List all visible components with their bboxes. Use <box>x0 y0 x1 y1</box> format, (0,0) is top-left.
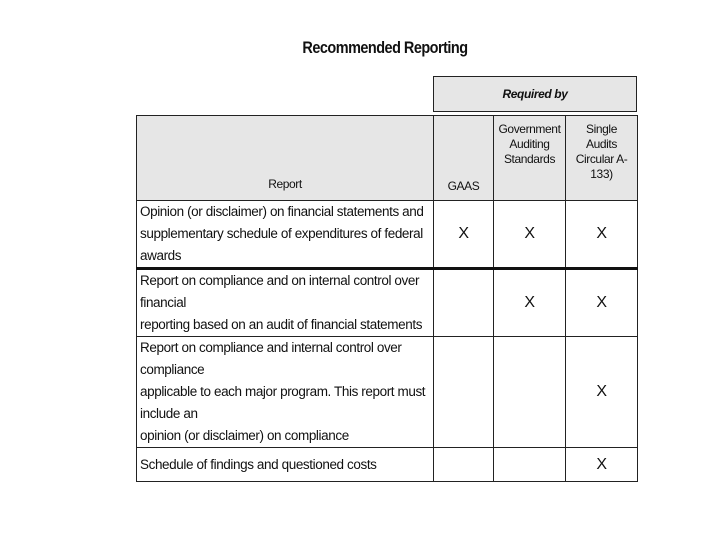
gaas-mark <box>434 337 494 448</box>
page-title: Recommended Reporting <box>302 38 468 57</box>
description-line: opinion (or disclaimer) on compliance <box>140 428 349 443</box>
single-audit-mark: X <box>566 201 638 269</box>
gas-mark <box>494 448 566 482</box>
gaas-mark <box>434 269 494 337</box>
column-header-single-audits <box>566 116 638 201</box>
description-line: reporting based on an audit of financial statements <box>140 317 423 332</box>
report-description <box>137 201 434 269</box>
single-audit-mark: X <box>566 337 638 448</box>
table-header-row <box>137 116 638 201</box>
gaas-mark: X <box>434 201 494 269</box>
description-line: Opinion (or disclaimer) on financial statements and <box>140 204 424 219</box>
required-by-header-table <box>433 76 637 112</box>
header-line: Government <box>498 122 561 136</box>
gas-mark <box>494 337 566 448</box>
column-header-gaas: GAAS <box>434 116 494 201</box>
table-row <box>137 201 638 269</box>
table-row <box>137 269 638 337</box>
header-line: Circular A-133) <box>575 152 628 181</box>
reporting-table <box>136 115 638 482</box>
single-audit-mark: X <box>566 269 638 337</box>
description-line: Report on compliance and on internal control over financial <box>140 273 420 310</box>
header-line: Single <box>586 122 617 136</box>
column-header-report: Report <box>137 116 434 201</box>
report-description <box>137 269 434 337</box>
gaas-mark <box>434 448 494 482</box>
description-line: Schedule of findings and questioned costs <box>140 456 377 472</box>
column-header-government-auditing-standards <box>494 116 566 201</box>
table-row <box>137 448 638 482</box>
description-line: Report on compliance and internal control over compliance <box>140 340 402 377</box>
description-line: supplementary schedule of expenditures of federal awards <box>140 226 423 263</box>
header-line: Auditing <box>509 137 550 151</box>
gas-mark: X <box>494 269 566 337</box>
report-description <box>137 448 434 482</box>
required-by-label: Required by <box>434 77 637 112</box>
header-line: Standards <box>503 152 556 166</box>
report-description <box>137 337 434 448</box>
description-line: applicable to each major program. This report must include an <box>140 384 426 421</box>
single-audit-mark: X <box>566 448 638 482</box>
header-line: Audits <box>586 137 617 151</box>
table-row <box>137 337 638 448</box>
gas-mark: X <box>494 201 566 269</box>
